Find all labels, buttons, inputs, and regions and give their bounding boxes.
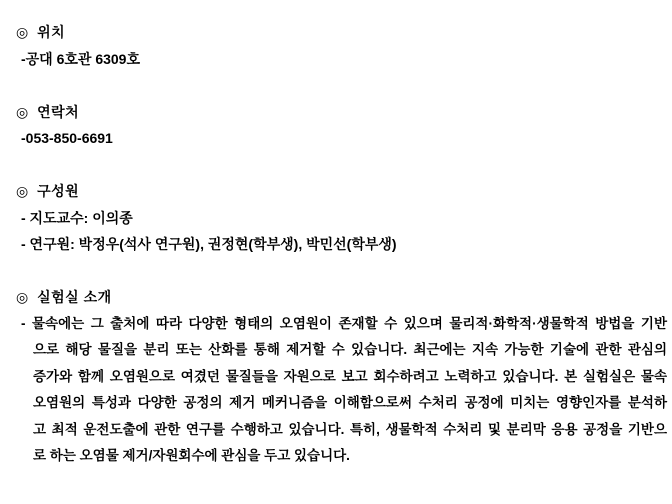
lab-intro-line: 로 하는 오염물 제거/자원회수에 관심을 두고 있습니다. bbox=[33, 448, 350, 463]
section-contact-title: 연락처 bbox=[37, 103, 80, 120]
researchers-line: - 연구원: 박정우(석사 연구원), 권정현(학부생), 박민선(학부생) bbox=[21, 236, 397, 252]
bullseye-icon: ◎ bbox=[16, 183, 29, 199]
lab-intro-line: 고 최적 운전도출에 관한 연구를 수행하고 있습니다. 특히, 생물학적 수처리 및 분리막 응용 공정을 기반으 bbox=[33, 421, 667, 437]
bullseye-icon: ◎ bbox=[16, 103, 29, 120]
section-lab-intro-header bbox=[16, 284, 667, 311]
section-contact-header bbox=[16, 99, 667, 126]
section-members-header bbox=[16, 178, 667, 205]
section-location bbox=[16, 19, 667, 72]
bullseye-icon: ◎ bbox=[16, 289, 29, 305]
lab-intro-line: 으로 해당 물질을 분리 또는 산화를 통해 제거할 수 있습니다. 최근에는 지속 가능한 기술에 관한 관심의 bbox=[33, 342, 667, 357]
section-members bbox=[16, 178, 667, 258]
location-value: -공대 6호관 6309호 bbox=[21, 50, 140, 67]
phone-number: -053-850-6691 bbox=[21, 130, 113, 146]
bullseye-icon: ◎ bbox=[16, 24, 29, 40]
lab-intro-line: - 물속에는 그 출처에 따라 다양한 형태의 오염원이 존재할 수 있으며 물리적·화학적·생물학적 방법을 기반 bbox=[21, 315, 667, 331]
section-lab-intro-title: 실험실 소개 bbox=[37, 289, 112, 305]
section-lab-intro bbox=[16, 284, 667, 470]
section-members-title: 구성원 bbox=[37, 183, 80, 199]
lab-intro-line: 오염원의 특성과 다양한 공정의 제거 메커니즘을 이해함으로써 수처리 공정에 미치는 영향인자를 분석하 bbox=[33, 395, 667, 410]
section-contact bbox=[16, 99, 667, 152]
section-location-header bbox=[16, 19, 667, 46]
lab-intro-paragraph bbox=[21, 311, 667, 470]
section-location-title: 위치 bbox=[37, 24, 66, 40]
lab-intro-line: 증가와 함께 오염원으로 여겼던 물질들을 자원으로 보고 회수하려고 노력하고 있습니다. 본 실험실은 물속 bbox=[33, 368, 667, 384]
advisor-line: - 지도교수: 이의종 bbox=[21, 209, 133, 226]
